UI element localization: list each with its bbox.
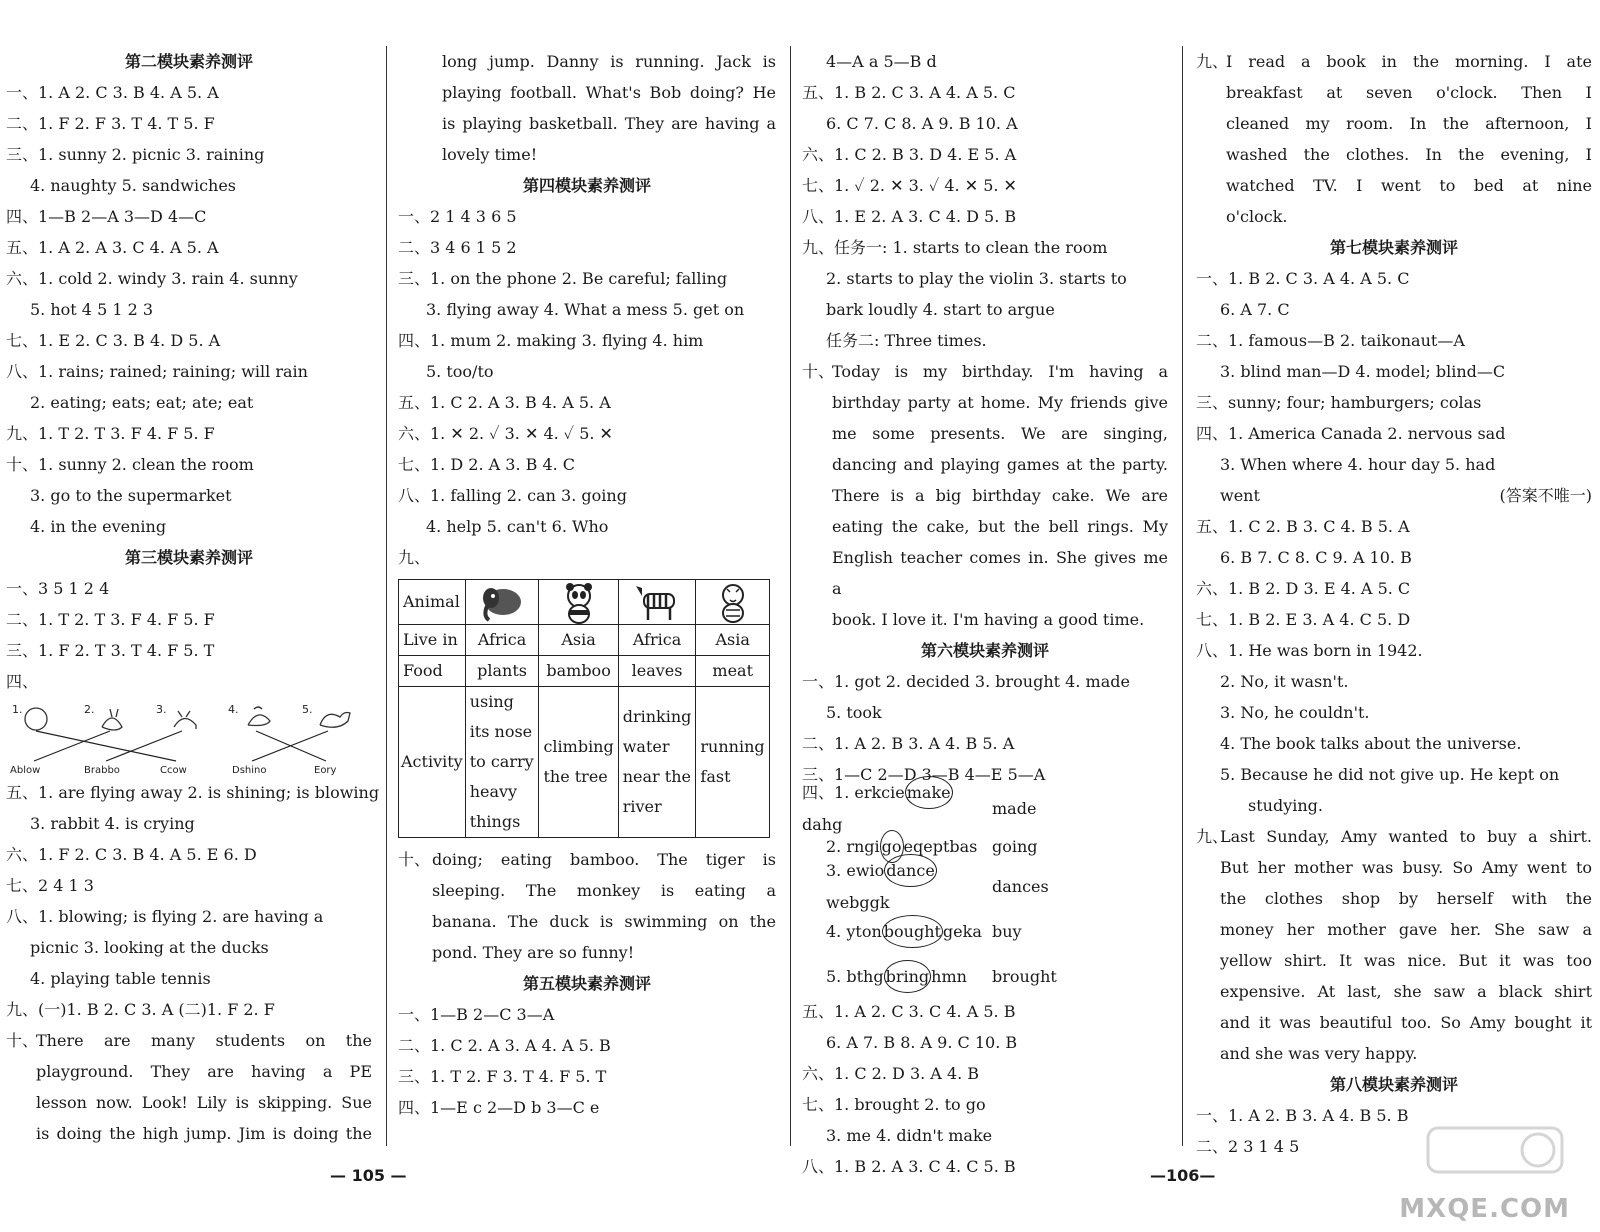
module-7-heading: 第七模块素养测评 [1329, 238, 1458, 257]
answer-line: 6. C 7. C 8. A 9. B 10. A [826, 114, 1018, 133]
answer-line: 五、1. A 2. A 3. C 4. A 5. A [6, 238, 219, 257]
answer-line: 五、1. B 2. C 3. A 4. A 5. C [802, 83, 1016, 102]
word-puzzle-row [802, 861, 1168, 912]
puzzle-suffix: dahg [802, 815, 843, 834]
rhino-picture [248, 707, 270, 726]
table-cell [539, 580, 618, 625]
puzzle-answer: made [992, 798, 1037, 818]
match-number: 5. [302, 703, 313, 716]
circled-word: bring [884, 960, 932, 993]
answer-line: 2. No, it wasn't. [1220, 672, 1349, 691]
essay-block [398, 844, 776, 968]
essay-line: There are many students on the [36, 1031, 372, 1050]
answer-line: 二、3 4 6 1 5 2 [398, 238, 517, 257]
essay-line: doing; eating bamboo. The tiger is [432, 850, 776, 869]
match-line [36, 731, 176, 761]
answer-line: 十、1. sunny 2. clean the room [6, 455, 254, 474]
table-cell: running fast [696, 687, 770, 838]
match-name: Brabbo [84, 765, 120, 776]
answer-line: 八、1. falling 2. can 3. going [398, 486, 627, 505]
essay-line: lovely time! [442, 145, 538, 164]
word-puzzle-row [802, 783, 1168, 834]
answer-line: 八、1. He was born in 1942. [1196, 641, 1423, 660]
answer-line: 八、1. blowing; is flying 2. are having a [6, 907, 324, 926]
item-label: 十、 [802, 362, 835, 381]
answer-line: 四、1. mum 2. making 3. flying 4. him [398, 331, 704, 350]
column-2 [398, 46, 776, 1123]
table-header-cell: Activity [399, 687, 466, 838]
match-name: Eory [314, 765, 337, 776]
answer-line: 七、1. E 2. C 3. B 4. D 5. A [6, 331, 221, 350]
table-row [399, 687, 770, 838]
answer-line: 九、任务一: 1. starts to clean the room [802, 238, 1108, 257]
matching-diagram [6, 699, 366, 777]
answer-line: 一、1. B 2. C 3. A 4. A 5. C [1196, 269, 1410, 288]
answer-line: 3. me 4. didn't make [826, 1126, 993, 1145]
table-header-cell: Live in [399, 625, 466, 656]
answer-line: 二、1. A 2. B 3. A 4. B 5. A [802, 734, 1015, 753]
answer-line: 4. The book talks about the universe. [1220, 734, 1522, 753]
answer-line: 4. help 5. can't 6. Who [426, 517, 609, 536]
table-cell: climbing the tree [539, 687, 618, 838]
table-header-cell: Food [399, 656, 466, 687]
answer-line: 3. When where 4. hour day 5. had [1220, 455, 1496, 474]
essay-line: banana. The duck is swimming on the [432, 912, 776, 931]
item-label: 九、 [1196, 52, 1229, 71]
table-header-cell: Animal [399, 580, 466, 625]
essay-line: dancing and playing games at the party. [832, 455, 1168, 474]
table-cell: plants [465, 656, 539, 687]
essay-line: English teacher comes in. She gives me a [832, 548, 1168, 598]
answer-line: 六、1. C 2. D 3. A 4. B [802, 1064, 980, 1083]
module-8-heading: 第八模块素养测评 [1329, 1075, 1458, 1094]
column-3 [802, 46, 1168, 1182]
essay-line: me some presents. We are singing, [832, 424, 1168, 443]
puzzle-suffix: geka [942, 921, 982, 941]
answer-line: 4. in the evening [30, 517, 167, 536]
table-cell: meat [696, 656, 770, 687]
answer-line: 五、1. are flying away 2. is shining; is blowing [6, 783, 380, 802]
essay-line: o'clock. [1226, 207, 1288, 226]
answer-line: 八、1. rains; rained; raining; will rain [6, 362, 308, 381]
answer-line: 3. go to the supermarket [30, 486, 232, 505]
answer-line: 一、1—B 2—C 3—A [398, 1005, 555, 1024]
answer-line: 五、1. A 2. C 3. C 4. A 5. B [802, 1002, 1016, 1021]
module-5-heading: 第五模块素养测评 [522, 974, 651, 993]
answer-line: 3. No, he couldn't. [1220, 703, 1370, 722]
answer-line: 三、1. F 2. T 3. T 4. F 5. T [6, 641, 215, 660]
answer-line: 七、2 4 1 3 [6, 876, 94, 895]
essay-line: washed the clothes. In the evening, I [1226, 145, 1592, 164]
match-name: Ablow [10, 765, 41, 776]
essay-line: lesson now. Look! Lily is skipping. Sue [36, 1093, 372, 1112]
table-cell [696, 580, 770, 625]
puzzle-suffix: eqeptbas [903, 836, 978, 856]
answer-line: 三、sunny; four; hamburgers; colas [1196, 393, 1482, 412]
answer-line: 三、1. on the phone 2. Be careful; falling [398, 269, 728, 288]
answer-line: 5. too/to [426, 362, 494, 381]
answer-line: 5. Because he did not give up. He kept on [1220, 765, 1560, 784]
answer-line: studying. [1248, 796, 1323, 815]
answer-line: 4. playing table tennis [30, 969, 211, 988]
essay-line: sleeping. The monkey is eating a [432, 881, 776, 900]
answer-line: 九、 [398, 548, 431, 567]
answer-line: 四、1—B 2—A 3—D 4—C [6, 207, 207, 226]
circled-word: bought [882, 915, 943, 948]
match-number: 3. [156, 703, 167, 716]
essay-line: the clothes shop by herself with the [1220, 889, 1592, 908]
answer-line: 一、1. got 2. decided 3. brought 4. made [802, 672, 1130, 691]
match-line [106, 731, 182, 761]
cow-picture [174, 711, 196, 729]
zebra-picture [630, 580, 684, 624]
answer-line: 八、1. B 2. A 3. C 4. C 5. B [802, 1157, 1016, 1176]
answer-line: 四、1—E c 2—D b 3—C e [398, 1098, 600, 1117]
answer-line: 四、 [6, 672, 39, 691]
essay-line: But her mother was busy. So Amy went to [1220, 858, 1592, 877]
puzzle-answer: dances [992, 876, 1049, 896]
animal-table [398, 579, 770, 838]
puzzle-suffix: hmn [931, 966, 967, 986]
essay-line: eating the cake, but the bell rings. My [832, 517, 1168, 536]
essay-line: is doing the high jump. Jim is doing the [36, 1124, 372, 1143]
answer-line: 任务二: Three times. [826, 331, 987, 350]
table-cell: drinking water near the river [618, 687, 696, 838]
essay-line: expensive. At last, she saw a black shirt [1220, 982, 1592, 1001]
answer-line: 六、1. C 2. B 3. D 4. E 5. A [802, 145, 1017, 164]
table-cell: bamboo [539, 656, 618, 687]
answer-line: 六、1. ✕ 2. ✓ 3. ✕ 4. ✓ 5. ✕ [398, 424, 613, 443]
table-cell: Africa [618, 625, 696, 656]
match-number: 2. [84, 703, 95, 716]
essay-line: long jump. Danny is running. Jack is [442, 52, 776, 71]
table-cell: Africa [465, 625, 539, 656]
essay-line: watched TV. I went to bed at nine [1226, 176, 1592, 195]
essay-line: pond. They are so funny! [432, 943, 635, 962]
answer-line: 六、1. F 2. C 3. B 4. A 5. E 6. D [6, 845, 257, 864]
essay-line: birthday party at home. My friends give [832, 393, 1168, 412]
essay-line: money her mother gave her. She saw a [1220, 920, 1592, 939]
page-number-left: — 105 — [330, 1166, 407, 1185]
dog-picture [320, 713, 350, 728]
watermark-logo [1420, 1122, 1570, 1192]
item-label: 十、 [6, 1031, 39, 1050]
essay-line: Last Sunday, Amy wanted to buy a shirt. [1220, 827, 1592, 846]
column-4 [1196, 46, 1592, 1162]
module-6-heading: 第六模块素养测评 [920, 641, 1049, 660]
answer-line-went [1196, 480, 1592, 511]
essay-line: playing football. What's Bob doing? He [442, 83, 776, 102]
answer-line: 六、1. B 2. D 3. E 4. A 5. C [1196, 579, 1411, 598]
answer-word: went [1220, 486, 1260, 505]
answer-line: 三、1. sunny 2. picnic 3. raining [6, 145, 265, 164]
column-divider [790, 46, 791, 1146]
answer-line: 二、1. F 2. F 3. T 4. T 5. F [6, 114, 215, 133]
puzzle-prefix: 3. ewio [826, 861, 885, 880]
module-2-heading: 第二模块素养测评 [124, 52, 253, 71]
answer-line: 六、1. cold 2. windy 3. rain 4. sunny [6, 269, 298, 288]
answer-line: 3. rabbit 4. is crying [30, 814, 195, 833]
table-cell [465, 580, 539, 625]
table-cell: Asia [539, 625, 618, 656]
match-name: Dshino [232, 765, 267, 776]
answer-line: 6. A 7. B 8. A 9. C 10. B [826, 1033, 1018, 1052]
answer-line: 4. naughty 5. sandwiches [30, 176, 237, 195]
answer-line: 5. hot 4 5 1 2 3 [30, 300, 154, 319]
answer-line: 2. eating; eats; eat; ate; eat [30, 393, 254, 412]
table-cell [618, 580, 696, 625]
answer-line: 二、1. T 2. T 3. F 4. F 5. F [6, 610, 215, 629]
sun-picture [25, 708, 47, 730]
rabbit-picture [102, 709, 122, 730]
answer-line: 2. starts to play the violin 3. starts to [826, 269, 1127, 288]
puzzle-suffix: webggk [826, 893, 890, 912]
answer-line: 二、1. famous—B 2. taikonaut—A [1196, 331, 1465, 350]
answer-line: 3. flying away 4. What a mess 5. get on [426, 300, 745, 319]
circled-word: go [880, 830, 904, 863]
answer-line: picnic 3. looking at the ducks [30, 938, 269, 957]
answer-line: 6. A 7. C [1220, 300, 1290, 319]
table-row [399, 580, 770, 625]
essay-block [6, 1025, 372, 1149]
module-4-heading: 第四模块素养测评 [522, 176, 651, 195]
answer-line: 九、1. T 2. T 3. F 4. F 5. F [6, 424, 215, 443]
answer-line: 五、1. C 2. A 3. B 4. A 5. A [398, 393, 611, 412]
answer-line: 一、3 5 1 2 4 [6, 579, 110, 598]
answer-line: 5. took [826, 703, 882, 722]
essay-line: and she was very happy. [1220, 1044, 1418, 1063]
answer-line: 二、2 3 1 4 5 [1196, 1137, 1300, 1156]
word-puzzle-row [802, 956, 1168, 996]
puzzle-answer: buy [992, 921, 1022, 941]
answer-line: 一、1. A 2. C 3. B 4. A 5. A [6, 83, 219, 102]
essay-block [1196, 46, 1592, 232]
answer-note: (答案不唯一) [1499, 486, 1592, 505]
table-row [399, 625, 770, 656]
answer-line: 6. B 7. C 8. C 9. A 10. B [1220, 548, 1412, 567]
answer-line: 三、1—C 2—D 3—B 4—E 5—A [802, 765, 1046, 784]
essay-line: Today is my birthday. I'm having a [832, 362, 1168, 381]
table-row [399, 656, 770, 687]
word-puzzle-block [802, 783, 1168, 996]
item-label: 四、 [802, 783, 835, 802]
item-label: 九、 [1196, 827, 1229, 846]
watermark-text: MXQE.COM [1399, 1194, 1570, 1224]
puzzle-answer: going [992, 836, 1038, 856]
match-number: 1. [12, 703, 23, 716]
module-3-heading: 第三模块素养测评 [124, 548, 253, 567]
circled-word: make [905, 776, 953, 809]
essay-block [1196, 821, 1592, 1069]
puzzle-prefix: 5. bthg [826, 966, 884, 986]
essay-block [802, 356, 1168, 635]
answer-line: 五、1. C 2. B 3. C 4. B 5. A [1196, 517, 1410, 536]
essay-line: There is a big birthday cake. We are [832, 486, 1168, 505]
puzzle-answer: brought [992, 966, 1057, 986]
answer-line: 八、1. E 2. A 3. C 4. D 5. B [802, 207, 1017, 226]
answer-line: 一、2 1 4 3 6 5 [398, 207, 517, 226]
essay-line: playground. They are having a PE [36, 1062, 372, 1081]
answer-line: bark loudly 4. start to argue [826, 300, 1055, 319]
match-name: Ccow [160, 765, 187, 776]
answer-line: 一、1. A 2. B 3. A 4. B 5. B [1196, 1106, 1409, 1125]
essay-line: yellow shirt. It was nice. But it was too [1220, 951, 1592, 970]
circled-word: dance [884, 854, 937, 887]
answer-line: 4—A a 5—B d [826, 52, 937, 71]
essay-line: book. I love it. I'm having a good time. [832, 610, 1145, 629]
answer-line: 七、1. D 2. A 3. B 4. C [398, 455, 576, 474]
answer-line: 七、1. brought 2. to go [802, 1095, 986, 1114]
essay-line: and it was beautiful too. So Amy bought it [1220, 1013, 1592, 1032]
essay-line: is playing basketball. They are having a [442, 114, 776, 133]
puzzle-prefix: 2. rngi [826, 836, 880, 856]
page-number-right: —106— [1150, 1166, 1216, 1185]
table-cell: Asia [696, 625, 770, 656]
column-divider [386, 46, 387, 1146]
answer-line: 七、1. ✓ 2. ✕ 3. ✓ 4. ✕ 5. ✕ [802, 176, 1017, 195]
answer-line: 三、1. T 2. F 3. T 4. F 5. T [398, 1067, 607, 1086]
answer-line: 3. blind man—D 4. model; blind—C [1220, 362, 1506, 381]
puzzle-prefix: 1. erkcie [834, 783, 905, 802]
column-1 [6, 46, 380, 1149]
puzzle-prefix: 4. yton [826, 921, 882, 941]
item-label: 十、 [398, 850, 431, 869]
essay-line: cleaned my room. In the afternoon, I [1226, 114, 1592, 133]
answer-line: 二、1. C 2. A 3. A 4. A 5. B [398, 1036, 611, 1055]
answer-line: 四、1. America Canada 2. nervous sad [1196, 424, 1506, 443]
answer-line: 九、(一)1. B 2. C 3. A (二)1. F 2. F [6, 1000, 275, 1019]
elephant-picture [475, 580, 529, 624]
table-cell: using its nose to carry heavy things [465, 687, 539, 838]
match-line [34, 731, 110, 761]
answer-line: 七、1. B 2. E 3. A 4. C 5. D [1196, 610, 1411, 629]
essay-line: breakfast at seven o'clock. Then I [1226, 83, 1592, 102]
table-cell: leaves [618, 656, 696, 687]
column-divider [1182, 46, 1183, 1146]
essay-line: I read a book in the morning. I ate [1226, 52, 1592, 71]
match-number: 4. [228, 703, 239, 716]
panda-picture [552, 580, 606, 624]
tiger-picture [706, 580, 760, 624]
